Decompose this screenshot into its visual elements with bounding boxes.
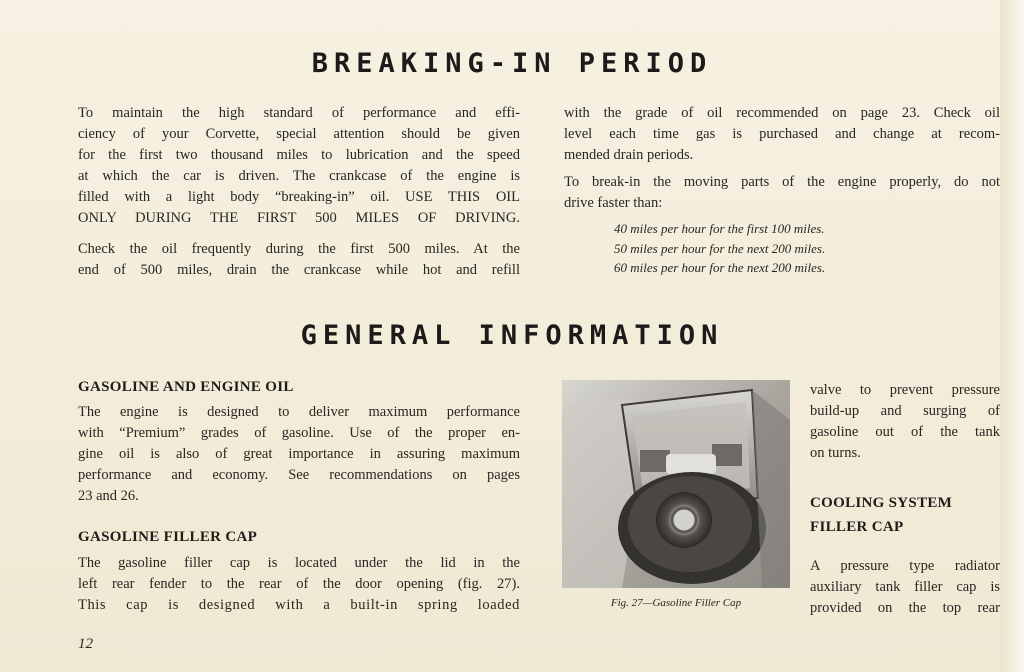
gasoline-oil-title: GASOLINE AND ENGINE OIL — [78, 379, 294, 395]
text-line: This cap is designed with a built-in spring loaded — [78, 597, 520, 613]
speed-line: 60 miles per hour for the next 200 miles. — [614, 260, 826, 275]
filler-cap-title: GASOLINE FILLER CAP — [78, 529, 258, 545]
text-line: provided on the top rear — [810, 600, 1000, 616]
text-line: auxiliary tank filler cap is — [810, 579, 1000, 595]
text-line: at which the car is driven. The crankcase of the engine is — [78, 168, 520, 184]
cooling-system-title: COOLING SYSTEM — [810, 495, 953, 511]
text-line: valve to prevent pressure — [810, 382, 1000, 398]
text-line: 23 and 26. — [78, 488, 139, 504]
text-line: ONLY DURING THE FIRST 500 MILES OF DRIVING. — [78, 210, 520, 226]
general-information-heading: GENERAL INFORMATION — [300, 320, 724, 351]
breaking-in-heading: BREAKING-IN PERIOD — [311, 48, 713, 79]
text-line: filled with a light body “breaking-in” oil. USE THIS OIL — [78, 189, 520, 205]
filler-cap-illustration — [562, 380, 790, 588]
text-line: with “Premium” grades of gasoline. Use of the proper en- — [78, 425, 520, 441]
text-line: performance and economy. See recommendations on pages — [78, 467, 520, 483]
text-line: Check the oil frequently during the first 500 miles. At the — [78, 241, 520, 257]
text-line: To maintain the high standard of performance and effi- — [78, 105, 520, 121]
text-line: level each time gas is purchased and change at recom- — [564, 126, 1000, 142]
cooling-filler-cap-title: FILLER CAP — [810, 519, 904, 535]
text-line: A pressure type radiator — [810, 558, 1000, 574]
text-line: end of 500 miles, drain the crankcase while hot and refill — [78, 262, 520, 278]
speed-limits — [614, 219, 914, 278]
text-line: To break-in the moving parts of the engine properly, do not — [564, 174, 1000, 190]
text-line: mended drain periods. — [564, 147, 694, 163]
text-line: The engine is designed to deliver maximum performance — [78, 404, 520, 420]
speed-line: 40 miles per hour for the first 100 miles. — [614, 221, 825, 236]
page-number: 12 — [78, 636, 93, 652]
text-line: for the first two thousand miles to lubrication and the speed — [78, 147, 520, 163]
filler-cap-photo — [562, 380, 790, 588]
text-line: The gasoline filler cap is located under the lid in the — [78, 555, 520, 571]
text-line: ciency of your Corvette, special attention should be given — [78, 126, 520, 142]
text-line: build-up and surging of — [810, 403, 1000, 419]
text-line: left rear fender to the rear of the door opening (fig. 27). — [78, 576, 520, 592]
text-line: gine oil is also of great importance in assuring maximum — [78, 446, 520, 462]
figure-caption: Fig. 27—Gasoline Filler Cap — [610, 597, 742, 609]
text-line: on turns. — [810, 445, 861, 461]
text-line: gasoline out of the tank — [810, 424, 1000, 440]
text-line: with the grade of oil recommended on page 23. Check oil — [564, 105, 1000, 121]
speed-line: 50 miles per hour for the next 200 miles. — [614, 240, 826, 256]
text-line: drive faster than: — [564, 195, 663, 211]
